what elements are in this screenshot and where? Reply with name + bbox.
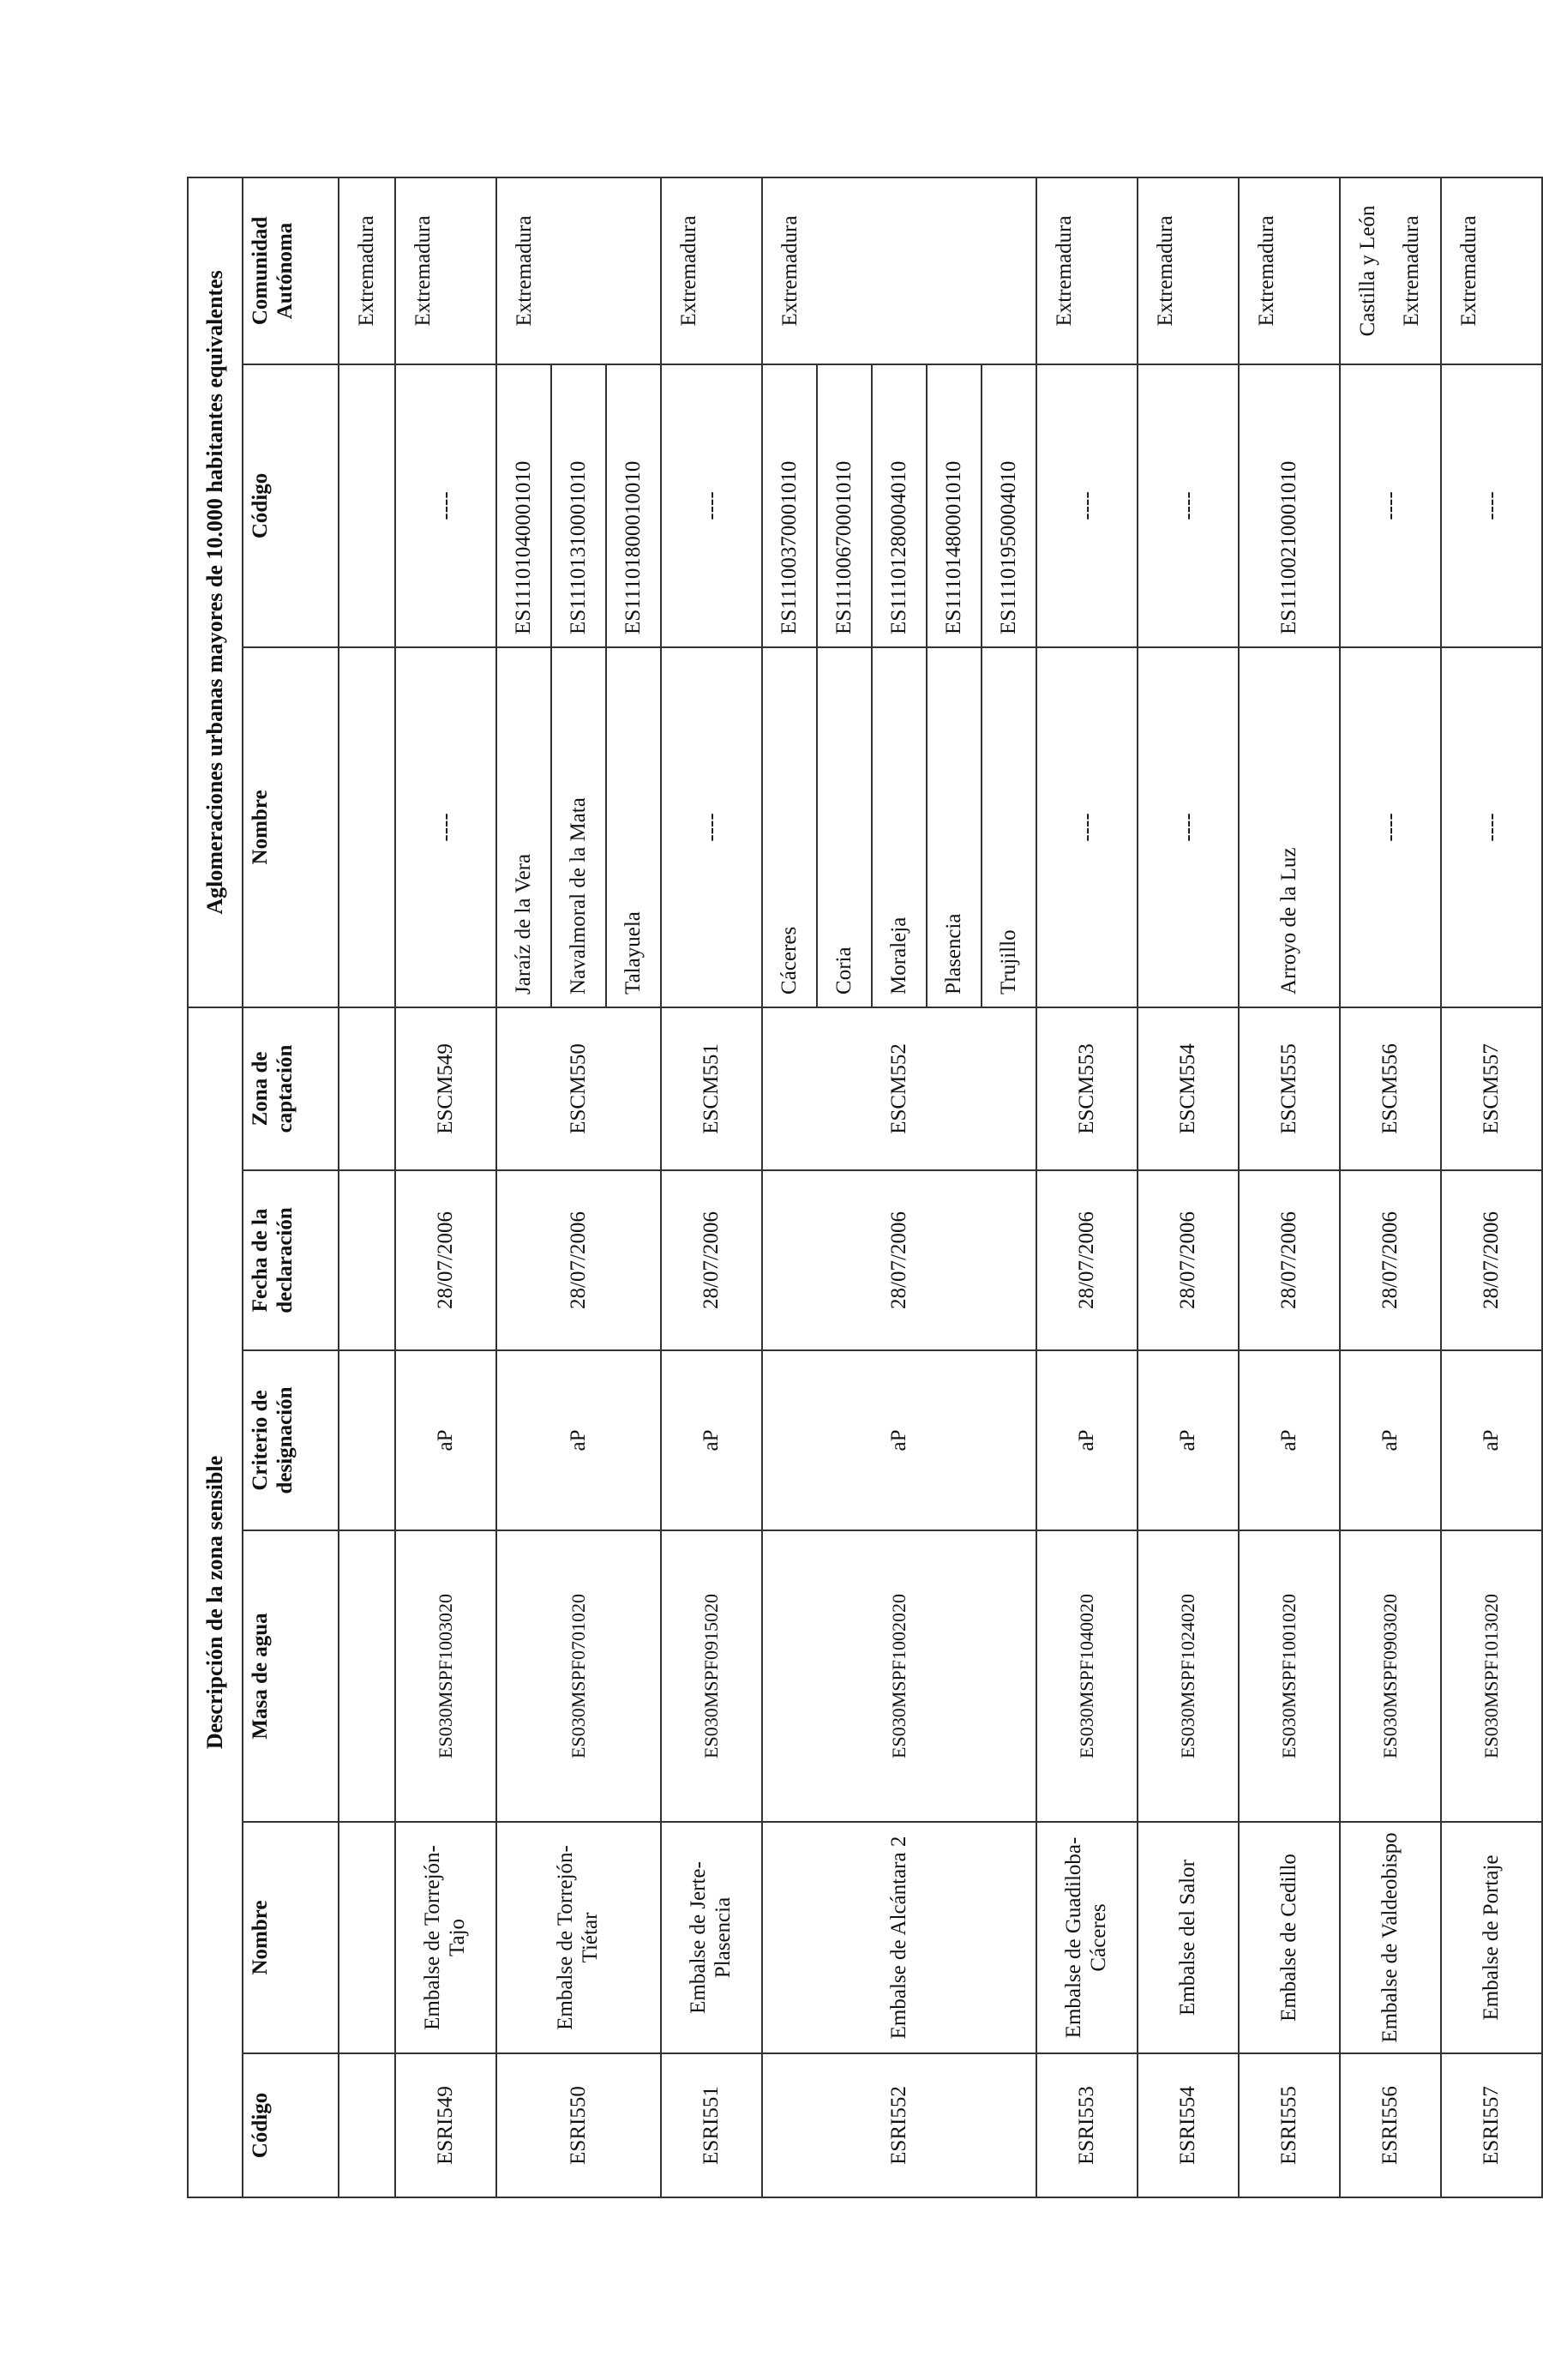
aglo-codigo-cell: ----: [1138, 364, 1239, 647]
zona-cell: ESCM553: [1036, 1007, 1138, 1170]
table-row: [1138, 177, 1239, 2197]
comunidad-cell: [661, 177, 762, 364]
comunidad-cell: [762, 177, 1036, 364]
zona-cell: ESCM550: [496, 1007, 661, 1170]
zona-cell: ESCM555: [1239, 1007, 1340, 1170]
aglo-codigo-cell: ES11101280004010: [872, 364, 927, 647]
table-row: [762, 177, 817, 2197]
codigo-cell: ESRI550: [496, 2053, 661, 2197]
nombre-cell: Embalse de Torrejón-Tiétar: [496, 1822, 661, 2053]
comunidad-value: Extremadura: [1457, 215, 1480, 327]
aglo-codigo-cell: ES11101950004010: [982, 364, 1036, 647]
col-header-aglo-nombre: Nombre: [243, 647, 339, 1007]
aglo-nombre-cell: Coria: [817, 647, 872, 1007]
fecha-cell: 28/07/2006: [661, 1170, 762, 1350]
nombre-cell: Embalse de Cedillo: [1239, 1822, 1340, 2053]
aglo-codigo-cell: ----: [1340, 364, 1441, 647]
zona-cell: ESCM552: [762, 1007, 1036, 1170]
fecha-cell: 28/07/2006: [762, 1170, 1036, 1350]
aglo-nombre-cell: Arroyo de la Luz: [1239, 647, 1340, 1007]
masa-cell: ES030MSPF1001020: [1239, 1530, 1340, 1822]
masa-cell: ES030MSPF0903020: [1340, 1530, 1441, 1822]
zona-cell: ESCM551: [661, 1007, 762, 1170]
aglo-codigo-cell: ----: [395, 364, 496, 647]
aglo-nombre-cell: Jaraíz de la Vera: [496, 647, 551, 1007]
criterio-cell: aP: [1239, 1350, 1340, 1530]
comunidad-value: Extremadura: [677, 215, 700, 327]
aglo-nombre-cell: ----: [661, 647, 762, 1007]
aglo-codigo-cell: ES11101800010010: [606, 364, 661, 647]
aglo-codigo-cell: ES11100370001010: [762, 364, 817, 647]
masa-cell: ES030MSPF1040020: [1036, 1530, 1138, 1822]
nombre-cell: Embalse de Jerte-Plasencia: [661, 1822, 762, 2053]
codigo-cell: ESRI549: [395, 2053, 496, 2197]
nombre-cell: Embalse de Guadiloba-Cáceres: [1036, 1822, 1138, 2053]
table-row: [1036, 177, 1138, 2197]
aglo-nombre-cell: Cáceres: [762, 647, 817, 1007]
zona-cell: ESCM557: [1441, 1007, 1542, 1170]
comunidad-value: Extremadura: [411, 215, 435, 327]
zona-cell: ESCM554: [1138, 1007, 1239, 1170]
aglo-nombre-cell: Moraleja: [872, 647, 927, 1007]
fecha-cell: 28/07/2006: [395, 1170, 496, 1350]
aglo-codigo-cell: ES11101040001010: [496, 364, 551, 647]
aglo-nombre-cell: ----: [1036, 647, 1138, 1007]
aglo-nombre-cell: Trujillo: [982, 647, 1036, 1007]
codigo-cell: ESRI555: [1239, 2053, 1340, 2197]
table-row: [395, 177, 496, 2197]
codigo-cell: ESRI557: [1441, 2053, 1542, 2197]
criterio-cell: aP: [762, 1350, 1036, 1530]
masa-cell: ES030MSPF1003020: [395, 1530, 496, 1822]
col-header-criterio: Criterio de designación: [243, 1350, 339, 1530]
blank-cell: [339, 1530, 395, 1822]
aglo-codigo-cell: ES11100210001010: [1239, 364, 1340, 647]
zona-cell: ESCM549: [395, 1007, 496, 1170]
table-row: [1239, 177, 1340, 2197]
blank-cell: [339, 1007, 395, 1170]
fecha-cell: 28/07/2006: [1340, 1170, 1441, 1350]
comunidad-value: Extremadura: [1255, 215, 1278, 327]
masa-cell: ES030MSPF1013020: [1441, 1530, 1542, 1822]
codigo-cell: ESRI551: [661, 2053, 762, 2197]
aglo-nombre-cell: ----: [1138, 647, 1239, 1007]
comunidad-cell: Extremadura: [339, 177, 395, 364]
sensitive-zones-table: [187, 177, 1543, 2198]
criterio-cell: aP: [1036, 1350, 1138, 1530]
group-header-description: Descripción de la zona sensible: [188, 1007, 243, 2197]
nombre-cell: Embalse de Valdeobispo: [1340, 1822, 1441, 2053]
col-header-aglo-codigo: Código: [243, 364, 339, 647]
nombre-cell: Embalse de Alcántara 2: [762, 1822, 1036, 2053]
group-header-agglomerations: Aglomeraciones urbanas mayores de 10.000 habitantes equivalentes: [188, 177, 243, 1007]
blank-cell: [339, 1350, 395, 1530]
col-header-zona: Zona de captación: [243, 1007, 339, 1170]
nombre-cell: Embalse de Torrejón-Tajo: [395, 1822, 496, 2053]
col-header-masa: Masa de agua: [243, 1530, 339, 1822]
col-header-nombre: Nombre: [243, 1822, 339, 2053]
criterio-cell: aP: [496, 1350, 661, 1530]
aglo-nombre-cell: ----: [1441, 647, 1542, 1007]
aglo-nombre-cell: ----: [395, 647, 496, 1007]
table-row: [496, 177, 551, 2197]
comunidad-cell: [1340, 177, 1441, 364]
criterio-cell: aP: [1441, 1350, 1542, 1530]
blank-cell: [339, 364, 395, 647]
criterio-cell: aP: [661, 1350, 762, 1530]
col-header-fecha: Fecha de la declaración: [243, 1170, 339, 1350]
criterio-cell: aP: [395, 1350, 496, 1530]
aglo-nombre-cell: Talayuela: [606, 647, 661, 1007]
comunidad-cell: [1138, 177, 1239, 364]
comunidad-cell: [1239, 177, 1340, 364]
criterio-cell: aP: [1340, 1350, 1441, 1530]
comunidad-cell: [1036, 177, 1138, 364]
comunidad-value: Extremadura: [1053, 215, 1076, 327]
blank-cell: [339, 1170, 395, 1350]
blank-cell: [339, 1822, 395, 2053]
comunidad-value: Extremadura: [1154, 215, 1177, 327]
fecha-cell: 28/07/2006: [1441, 1170, 1542, 1350]
blank-cell: [339, 2053, 395, 2197]
codigo-cell: ESRI552: [762, 2053, 1036, 2197]
fecha-cell: 28/07/2006: [1036, 1170, 1138, 1350]
col-header-codigo: Código: [243, 2053, 339, 2197]
aglo-nombre-cell: Navalmoral de la Mata: [551, 647, 606, 1007]
codigo-cell: ESRI556: [1340, 2053, 1441, 2197]
fecha-cell: 28/07/2006: [1138, 1170, 1239, 1350]
aglo-nombre-cell: ----: [1340, 647, 1441, 1007]
table-row: [1340, 177, 1441, 2197]
masa-cell: ES030MSPF1024020: [1138, 1530, 1239, 1822]
masa-cell: ES030MSPF0701020: [496, 1530, 661, 1822]
masa-cell: ES030MSPF0915020: [661, 1530, 762, 1822]
criterio-cell: aP: [1138, 1350, 1239, 1530]
nombre-cell: Embalse del Salor: [1138, 1822, 1239, 2053]
comunidad-value: Extremadura: [513, 215, 536, 327]
aglo-codigo-cell: ----: [1441, 364, 1542, 647]
blank-cell: [339, 647, 395, 1007]
codigo-cell: ESRI554: [1138, 2053, 1239, 2197]
aglo-codigo-cell: ES11101310001010: [551, 364, 606, 647]
nombre-cell: Embalse de Portaje: [1441, 1822, 1542, 2053]
comunidad-cell: [395, 177, 496, 364]
zona-cell: ESCM556: [1340, 1007, 1441, 1170]
aglo-codigo-cell: ES11100670001010: [817, 364, 872, 647]
comunidad-cell: [1441, 177, 1542, 364]
comunidad-value: Extremadura: [1399, 215, 1423, 327]
aglo-codigo-cell: ES11101480001010: [927, 364, 982, 647]
comunidad-value: Extremadura: [778, 215, 802, 327]
table-row: [661, 177, 762, 2197]
col-header-comunidad: Comunidad Autónoma: [243, 177, 339, 364]
aglo-codigo-cell: ----: [1036, 364, 1138, 647]
aglo-nombre-cell: Plasencia: [927, 647, 982, 1007]
comunidad-value: Castilla y León: [1356, 205, 1379, 337]
codigo-cell: ESRI553: [1036, 2053, 1138, 2197]
aglo-codigo-cell: ----: [661, 364, 762, 647]
fecha-cell: 28/07/2006: [496, 1170, 661, 1350]
table-row-blank: [339, 177, 395, 2197]
fecha-cell: 28/07/2006: [1239, 1170, 1340, 1350]
masa-cell: ES030MSPF1002020: [762, 1530, 1036, 1822]
comunidad-cell: [496, 177, 661, 364]
table-row: [1441, 177, 1542, 2197]
